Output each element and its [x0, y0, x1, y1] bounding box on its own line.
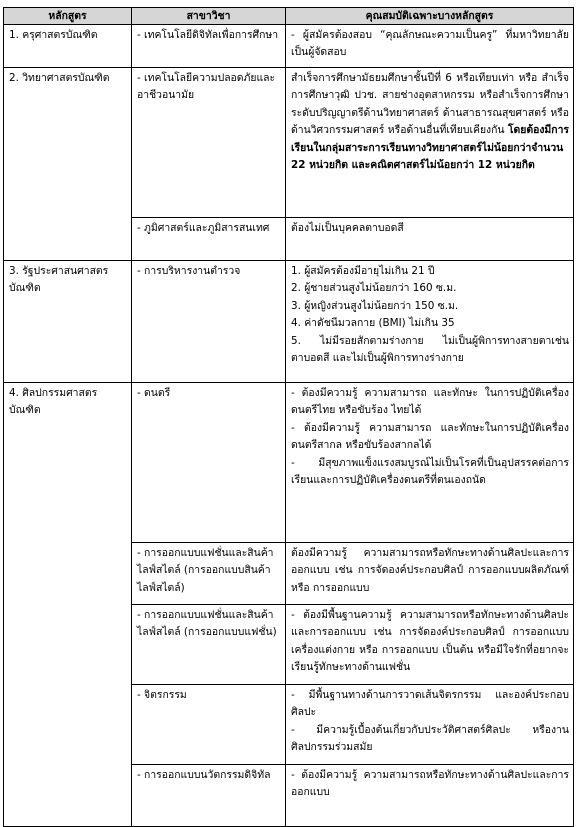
qualification-cell: [286, 218, 574, 261]
major-cell: - การออกแบบนวัตกรรมดิจิทัล: [132, 765, 286, 827]
major-cell: - การออกแบบแฟชั่นและสินค้าไลฟ์สไตล์ (การออกแบบแฟชั่น): [132, 605, 286, 685]
qualification-line: - มีความรู้เบื้องต้นเกี่ยวกับประวัติศาสตร์ศิลปะ หรืองานศิลปกรรมร่วมสมัย: [291, 723, 569, 754]
qualification-cell: [286, 605, 574, 685]
table-row: [4, 25, 574, 68]
qualification-line: 4. ค่าดัชนีมวลกาย (BMI) ไม่เกิน 35: [291, 317, 455, 330]
qualification-line: - ต้องมีความรู้ ความสามารถหรือทักษะทางด้านศิลปะและการออกแบบ: [291, 769, 569, 799]
qualification-line: - ต้องมีพื้นฐานความรู้ ความสามารถหรือทักษะทางด้านศิลปะและการออกแบบ เช่น การจัดองค์ประกอบศิลป์ การออกแบบเครื่องแต่งกาย หรือ การออกแบบ เป็นต้น หรือมีใจรักที่อยากจะเรียนรู้ทักษะทางด้านแฟชั่น: [291, 609, 569, 674]
qualification-cell: [286, 765, 574, 827]
program-cell: 1. ครุศาสตรบัณฑิต: [4, 25, 132, 68]
table-row: [4, 383, 574, 543]
qualification-line: 2. ผู้ชายส่วนสูงไม่น้อยกว่า 160 ซ.ม.: [291, 282, 457, 295]
header-program: หลักสูตร: [4, 8, 132, 25]
qualification-cell: [286, 261, 574, 383]
qualification-cell: [286, 68, 574, 218]
major-cell: - ดนตรี: [132, 383, 286, 543]
program-qualifications-table: [3, 7, 574, 827]
table-row: [4, 68, 574, 218]
qualification-line: - ต้องมีความรู้ ความสามารถ และทักษะในการปฏิบัติเครื่องดนตรีสากล หรือขับร้องสากลได้: [291, 421, 569, 452]
program-cell: 3. รัฐประศาสนศาสตรบัณฑิต: [4, 261, 132, 383]
table-header-row: [4, 8, 574, 25]
header-major: สาขาวิชา: [132, 8, 286, 25]
qualification-line: 3. ผู้หญิงส่วนสูงไม่น้อยกว่า 150 ซ.ม.: [291, 299, 459, 312]
major-cell: - เทคโนโลยีดิจิทัลเพื่อการศึกษา: [132, 25, 286, 68]
qualification-cell: [286, 685, 574, 765]
qualification-line: - ผู้สมัครต้องสอบ “คุณลักษณะความเป็นครู” ที่มหาวิทยาลัยเป็นผู้จัดสอบ: [291, 29, 569, 59]
qualification-cell: [286, 543, 574, 605]
major-cell: - ภูมิศาสตร์และภูมิสารสนเทศ: [132, 218, 286, 261]
qualification-line: ต้องมีความรู้ ความสามารถหรือทักษะทางด้านศิลปะและการออกแบบ เช่น การจัดองค์ประกอบศิลป์ การออกแบบผลิตภัณฑ์ หรือ การออกแบบ: [291, 547, 569, 594]
qualification-line: - มีสุขภาพแข็งแรงสมบูรณ์ไม่เป็นโรคที่เป็นอุปสรรคต่อการเรียนและการปฏิบัติเครื่องดนตรีที่ตนเองถนัด: [291, 456, 569, 487]
header-qualifications: คุณสมบัติเฉพาะบางหลักสูตร: [286, 8, 574, 25]
qualification-bold-text: โดยต้องมีการเรียนในกลุ่มสาระการเรียนทางวิทยาศาสตร์ไม่น้อยกว่าจำนวน 22 หน่วยกิต และคณิตศาสตร์ไม่น้อยกว่า 12 หน่วยกิต: [291, 124, 569, 172]
qualification-line: 1. ผู้สมัครต้องมีอายุไม่เกิน 21 ปี: [291, 265, 435, 277]
program-cell: 2. วิทยาศาสตรบัณฑิต: [4, 68, 132, 261]
qualification-cell: [286, 383, 574, 543]
qualification-text: สำเร็จการศึกษามัธยมศึกษาชั้นปีที่ 6 หรือเทียบเท่า หรือ สำเร็จการศึกษาวุฒิ ปวช. สายช่างอุตสาหกรรม หรือสำเร็จการศึกษาระดับปริญญาตรีด้านวิทยาศาสตร์ ด้านสาธารณสุขศาสตร์ หรือด้านวิศวกรรมศาสตร์ หรือด้านอื่นที่เทียบเคียงกัน: [291, 72, 569, 137]
major-cell: - การออกแบบแฟชั่นและสินค้าไลฟ์สไตล์ (การออกแบบสินค้าไลฟ์สไตล์): [132, 543, 286, 605]
major-cell: - จิตรกรรม: [132, 685, 286, 765]
major-cell: - การบริหารงานตำรวจ: [132, 261, 286, 383]
qualification-line: ต้องไม่เป็นบุคคลตาบอดสี: [291, 222, 404, 234]
qualification-line: - ต้องมีความรู้ ความสามารถ และทักษะ ในการปฏิบัติเครื่องดนตรีไทย หรือขับร้อง ไทยได้: [291, 387, 569, 417]
program-cell: 4. ศิลปกรรมศาสตรบัณฑิต: [4, 383, 132, 827]
qualification-line: 5. ไม่มีรอยสักตามร่างกาย ไม่เป็นผู้พิการทางสายตาเช่น ตาบอดสี และไม่เป็นผู้พิการทางร่างกาย: [291, 334, 569, 365]
qualification-line: - มีพื้นฐานทางด้านการวาดเส้นจิตรกรรม และองค์ประกอบศิลปะ: [291, 689, 569, 719]
table-row: [4, 261, 574, 383]
qualification-cell: [286, 25, 574, 68]
major-cell: - เทคโนโลยีความปลอดภัยและอาชีวอนามัย: [132, 68, 286, 218]
